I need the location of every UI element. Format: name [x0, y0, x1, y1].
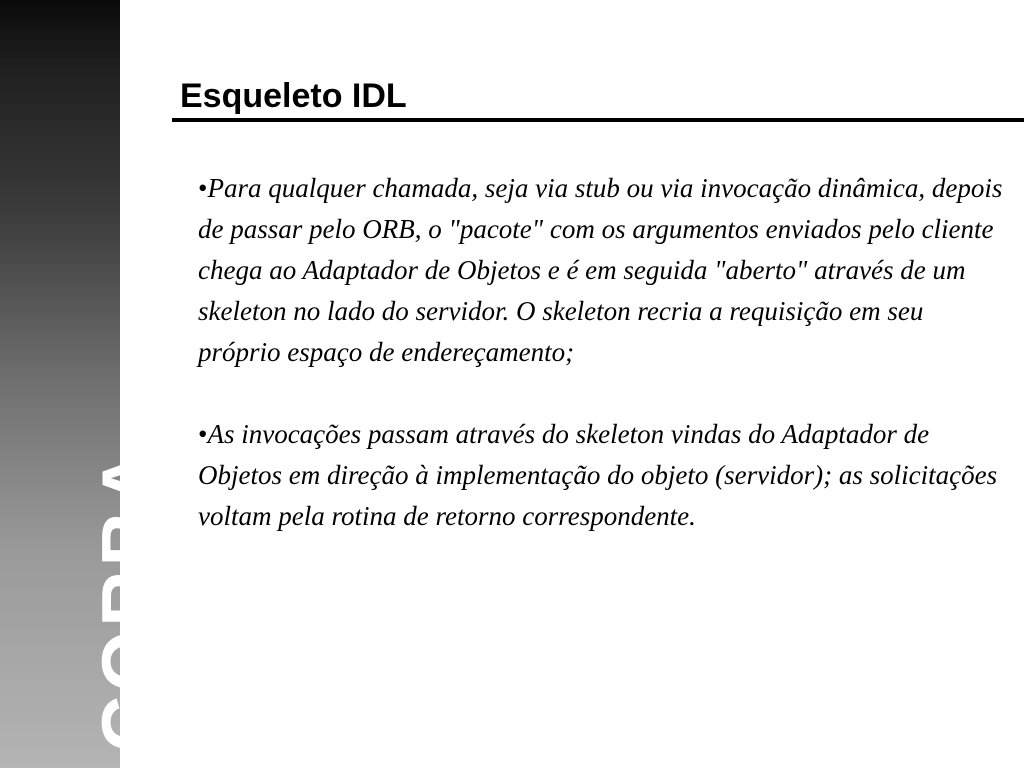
- sidebar-label-container: [0, 440, 173, 768]
- bullet-item: [198, 414, 1010, 537]
- slide-title: Esqueleto IDL: [180, 77, 407, 115]
- sidebar-gradient-band: [0, 0, 173, 768]
- sidebar-label: CORBA: [85, 446, 173, 752]
- bullet-mark: •: [198, 419, 208, 449]
- bullet-text: As invocações passam através do skeleton vindas do Adaptador de Objetos em direção à implementação do objeto (servidor); as solicitações voltam pela rotina de retorno correspondente.: [198, 419, 998, 531]
- slide-body: [198, 168, 1010, 578]
- bullet-item: [198, 168, 1010, 373]
- bullet-text: Para qualquer chamada, seja via stub ou via invocação dinâmica, depois de passar pelo ORB, o "pacote" com os argumentos enviados pelo cliente chega ao Adaptador de Objetos e é em seguida "aberto" através de um skeleton no lado do servidor. O skeleton recria a requisição em seu próprio espaço de endereçamento;: [198, 173, 1003, 367]
- bullet-mark: •: [198, 173, 208, 203]
- title-underline-rule: [172, 118, 1024, 122]
